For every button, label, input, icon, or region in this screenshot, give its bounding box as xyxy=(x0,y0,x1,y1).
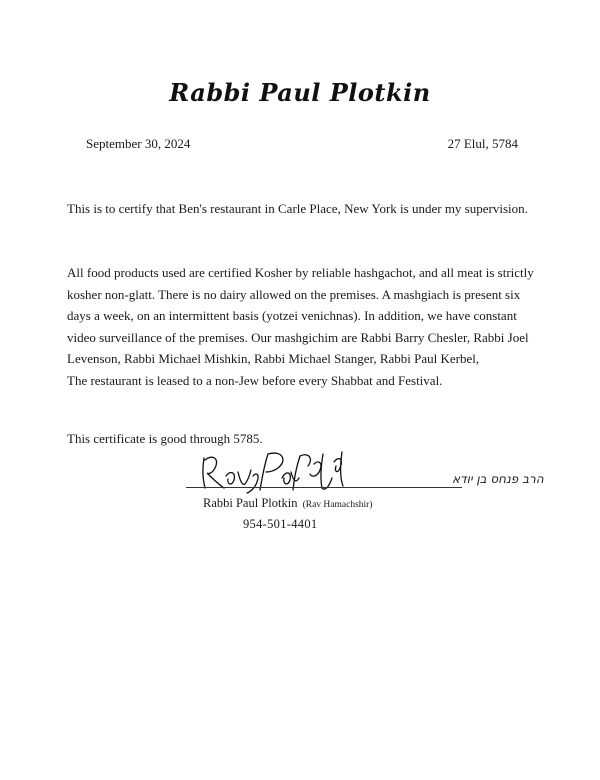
supervision-details-paragraph xyxy=(67,262,537,391)
signer-phone: 954-501-4401 xyxy=(243,517,318,531)
certification-paragraph: This is to certify that Ben's restaurant in Carle Place, New York is under my supervision. xyxy=(67,201,528,216)
signature-line xyxy=(186,487,462,488)
signer-block xyxy=(203,496,372,511)
validity-statement: This certificate is good through 5785. xyxy=(67,431,263,446)
hebrew-signature-text: הרב פנחס בן יודא xyxy=(452,472,544,486)
signer-title: (Rav Hamachshir) xyxy=(302,500,373,510)
hebrew-date: 27 Elul, 5784 xyxy=(447,136,518,151)
signer-name: Rabbi Paul Plotkin xyxy=(203,496,298,510)
supervision-details-text: All food products used are certified Kosher by reliable hashgachot, and all meat is strictly kosher non-glatt. There is no dairy allowed on the premises. A mashgiach is present six days a week, on an intermittent basis (yotzei venichnas). In addition, we have constant video surveillance of the premises. Our mashgichim are Rabbi Barry Chesler, Rabbi Joel Levenson, Rabbi Michael Mishkin, Rabbi Michael Stanger, Rabbi Paul Kerbel, xyxy=(67,265,534,366)
gregorian-date: September 30, 2024 xyxy=(86,136,191,151)
lease-statement: The restaurant is leased to a non-Jew before every Shabbat and Festival. xyxy=(67,372,443,388)
letterhead-name: Rabbi Paul Plotkin xyxy=(169,78,431,107)
